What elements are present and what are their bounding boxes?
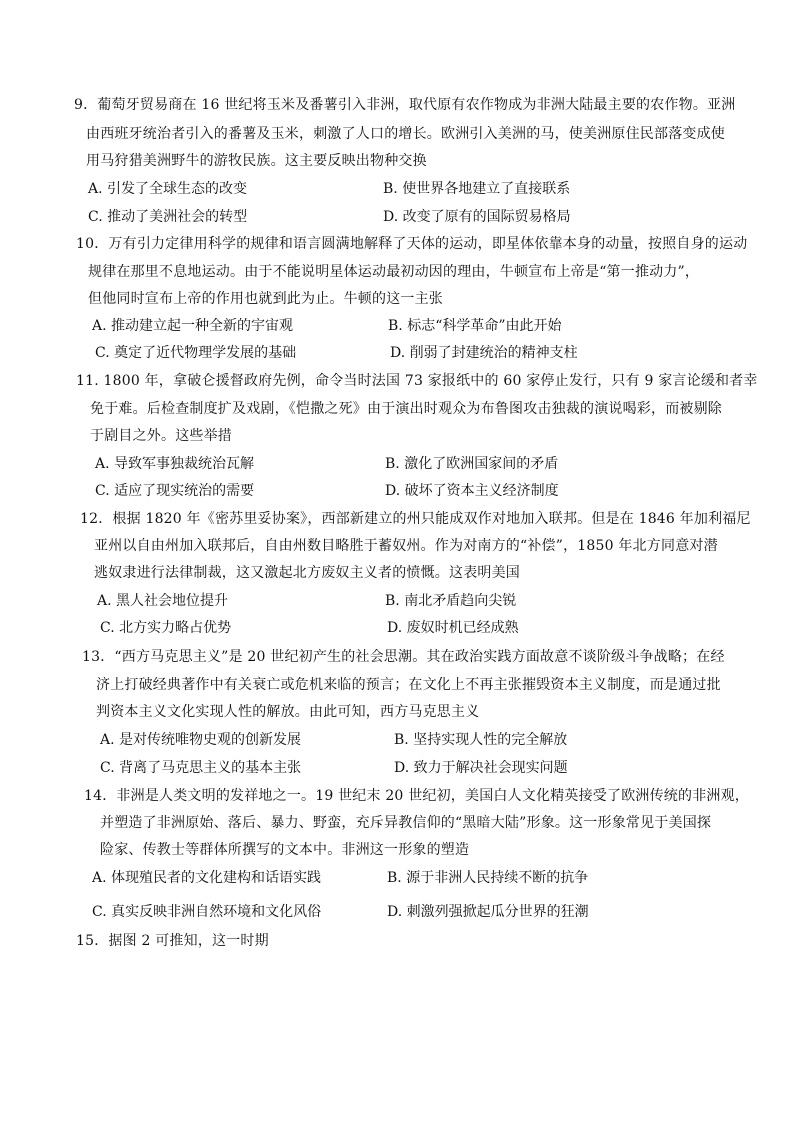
q14-option-d[interactable]: D. 刺激列强掀起瓜分世界的狂潮 xyxy=(387,904,589,920)
q9-option-d[interactable]: D. 改变了原有的国际贸易格局 xyxy=(383,209,571,225)
q15-stem-line-1: 15．据图 2 可推知，这一时期 xyxy=(76,933,269,949)
q12-option-c[interactable]: C. 北方实力略占优势 xyxy=(100,620,232,636)
q13-option-b[interactable]: B. 坚持实现人性的完全解放 xyxy=(394,732,568,748)
q10-option-a[interactable]: A. 推动建立起一种全新的宇宙观 xyxy=(92,318,294,334)
q11-option-c[interactable]: C. 适应了现实统治的需要 xyxy=(95,483,255,499)
q12-option-a[interactable]: A. 黑人社会地位提升 xyxy=(97,593,229,609)
q12-stem-line-2: 亚州以自由州加入联邦后，自由州数目略胜于蓄奴州。作为对南方的“补偿”，1850 年北方同意对潜 xyxy=(94,538,718,554)
q9-option-b[interactable]: B. 使世界各地建立了直接联系 xyxy=(383,181,571,197)
q14-option-a[interactable]: A. 体现殖民者的文化建构和话语实践 xyxy=(92,870,322,886)
q13-stem-line-1: 13．“西方马克思主义”是 20 世纪初产生的社会思潮。其在政治实践方面故意不谈阶级斗争战略；在经 xyxy=(82,649,725,665)
q14-option-c[interactable]: C. 真实反映非洲自然环境和文化风俗 xyxy=(92,904,322,920)
q9-option-c[interactable]: C. 推动了美洲社会的转型 xyxy=(88,209,248,225)
q11-option-a[interactable]: A. 导致军事独裁统治瓦解 xyxy=(95,456,255,472)
q9-stem-line-1: 9．葡萄牙贸易商在 16 世纪将玉米及番薯引入非洲，取代原有农作物成为非洲大陆最主要的农作物。亚洲 xyxy=(74,97,736,113)
q14-option-b[interactable]: B. 源于非洲人民持续不断的抗争 xyxy=(387,870,589,886)
q13-option-d[interactable]: D. 致力于解决社会现实问题 xyxy=(394,760,568,776)
q12-stem-line-3: 逃奴隶进行法律制裁，这又激起北方废奴主义者的愤慨。这表明美国 xyxy=(94,565,520,581)
q11-stem-line-1: 11. 1800 年，拿破仑援督政府先例，命令当时法国 73 家报纸中的 60 家停止发行，只有 9 家言论缓和者幸 xyxy=(76,373,758,389)
q10-option-d[interactable]: D. 削弱了封建统治的精神支柱 xyxy=(390,345,578,361)
q9-stem-line-3: 用马狩猎美洲野牛的游牧民族。这主要反映出物种交换 xyxy=(86,153,427,169)
q13-stem-line-3: 判资本主义文化实现人性的解放。由此可知，西方马克思主义 xyxy=(96,704,480,720)
q10-stem-line-1: 10．万有引力定律用科学的规律和语言圆满地解释了天体的运动，即星体依靠本身的动量，按照自身的运动 xyxy=(76,236,748,252)
q10-stem-line-3: 但他同时宣布上帝的作用也就到此为止。牛顿的这一主张 xyxy=(88,291,443,307)
q9-option-a[interactable]: A. 引发了全球生态的改变 xyxy=(88,181,248,197)
q10-option-b[interactable]: B. 标志“科学革命”由此开始 xyxy=(388,318,562,334)
q12-option-d[interactable]: D. 废奴时机已经成熟 xyxy=(387,620,519,636)
q13-option-a[interactable]: A. 是对传统唯物史观的创新发展 xyxy=(100,732,302,748)
q11-option-d[interactable]: D. 破坏了资本主义经济制度 xyxy=(385,483,559,499)
q12-stem-line-1: 12．根据 1820 年《密苏里妥协案》，西部新建立的州只能成双作对地加入联邦。但是在 1846 年加利福尼 xyxy=(80,511,751,527)
q13-option-c[interactable]: C. 背离了马克思主义的基本主张 xyxy=(100,760,302,776)
q11-stem-line-2: 免于难。后检查制度扩及戏剧，《恺撒之死》由于演出时观众为布鲁图攻击独裁的演说喝彩，而被剔除 xyxy=(90,401,722,417)
q14-stem-line-2: 并塑造了非洲原始、落后、暴力、野蛮，充斥异教信仰的“黑暗大陆”形象。这一形象常见于美国探 xyxy=(100,815,712,831)
q11-option-b[interactable]: B. 激化了欧洲国家间的矛盾 xyxy=(385,456,559,472)
q11-stem-line-3: 于剧目之外。这些举措 xyxy=(90,428,232,444)
q10-stem-line-2: 规律在那里不息地运动。由于不能说明星体运动最初动因的理由，牛顿宣布上帝是“第一推动力”， xyxy=(88,264,700,280)
q12-option-b[interactable]: B. 南北矛盾趋向尖锐 xyxy=(385,593,517,609)
q14-stem-line-1: 14．非洲是人类文明的发祥地之一。19 世纪末 20 世纪初，美国白人文化精英接受了欧洲传统的非洲观， xyxy=(84,788,749,804)
q9-stem-line-2: 由西班牙统治者引入的番薯及玉米，刺激了人口的增长。欧洲引入美洲的马，使美洲原住民部落变成使 xyxy=(86,126,725,142)
q13-stem-line-2: 济上打破经典著作中有关衰亡或危机来临的预言；在文化上不再主张摧毁资本主义制度，而是通过批 xyxy=(96,677,721,693)
q10-option-c[interactable]: C. 奠定了近代物理学发展的基础 xyxy=(95,345,297,361)
q14-stem-line-3: 险家、传教士等群体所撰写的文本中。非洲这一形象的塑造 xyxy=(100,842,470,858)
